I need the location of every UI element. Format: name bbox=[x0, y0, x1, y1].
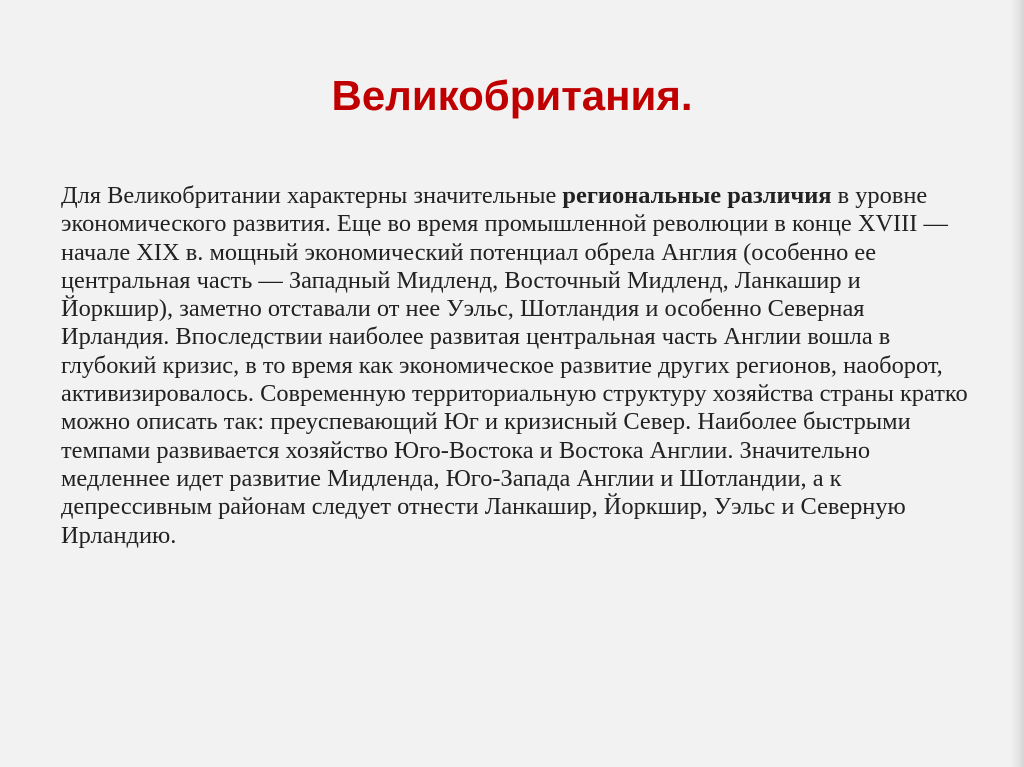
body-text: в уровне экономического развития. Еще во время промышленной революции в конце XVIII — начале XIX в. мощный экономический потенциал обрела Англия (особенно ее центральная часть — Западный Мидленд, Восточный Мидленд, Ланкашир и Йоркшир), заметно отставали от нее Уэльс, Шотландия и особенно Северная Ирландия. Впоследствии наиболее развитая центральная часть Англии вошла в глубокий кризис, в то время как экономическое развитие других регионов, наоборот, активизировалось. Современную территориальную структуру хозяйства страны кратко можно описать так: преуспевающий Юг и кризисный Север. Наиболее быстрыми темпами развивается хозяйство Юго-Востока и Востока Англии. Значительно медленнее идет развитие Мидленда, Юго-Запада Англии и Шотландии, а к депрессивным районам следует отнести Ланкашир, Йоркшир, Уэльс и Северную Ирландию. bbox=[61, 182, 968, 549]
body-emphasis: региональные различия bbox=[562, 182, 832, 209]
slide-edge-shadow bbox=[1010, 0, 1024, 767]
slide-title: Великобритания. bbox=[331, 72, 693, 119]
slide-body-text bbox=[61, 182, 971, 550]
body-intro: Для Великобритании характерны значительные bbox=[61, 182, 563, 209]
